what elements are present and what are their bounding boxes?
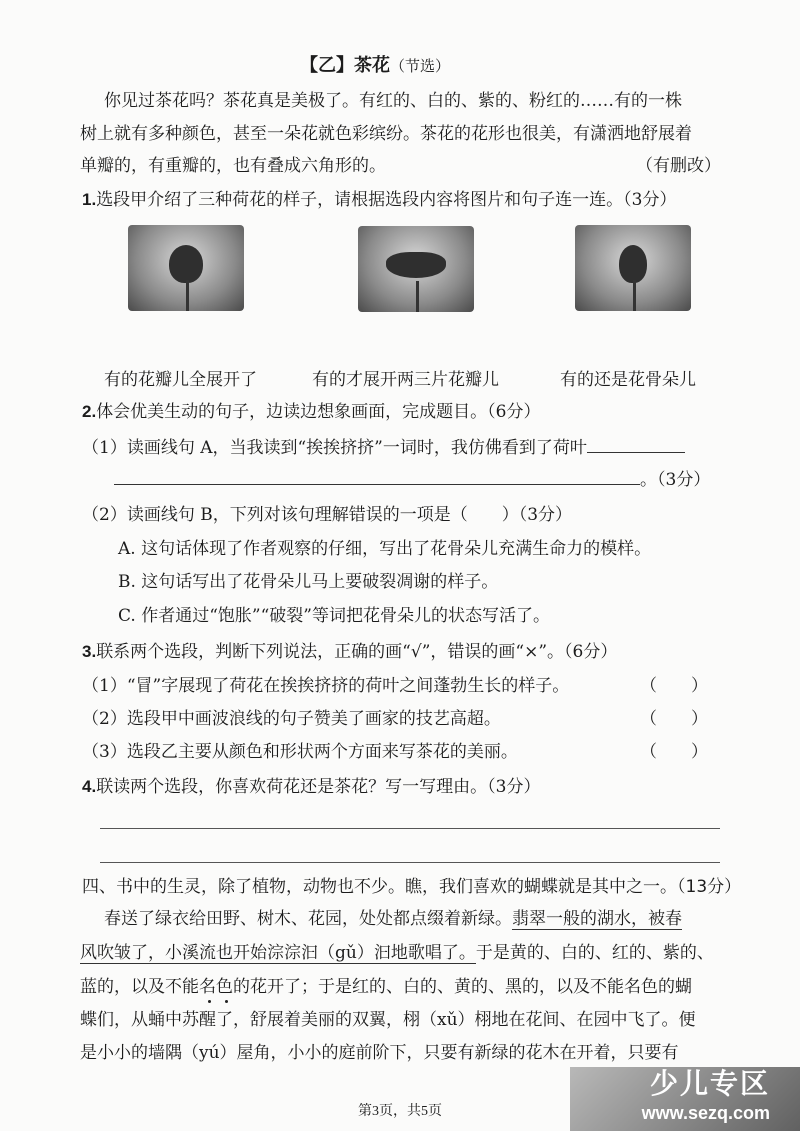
option-b: B. 这句话写出了花骨朵儿马上要破裂凋谢的样子。 xyxy=(118,572,499,592)
answer-line[interactable] xyxy=(100,862,720,863)
option-a: A. 这句话体现了作者观察的仔细，写出了花骨朵儿充满生命力的模样。 xyxy=(118,539,652,559)
passage-line: 单瓣的，有重瓣的，也有叠成六角形的。 xyxy=(80,156,386,176)
points-note: 。（3分） xyxy=(640,470,711,490)
title-bracket: 【乙】 xyxy=(300,55,354,76)
lotus-photo-1 xyxy=(128,225,244,311)
title-note: （节选） xyxy=(390,57,451,75)
passage-title xyxy=(300,55,450,77)
option-c: C. 作者通过“饱胀”“破裂”等词把花骨朵儿的状态写活了。 xyxy=(118,606,550,626)
caption-2: 有的才展开两三片花瓣儿 xyxy=(312,370,499,390)
underlined-sentence: 风吹皱了，小溪流也开始淙淙汩（gǔ）汩地歌唱了。 xyxy=(80,943,476,963)
section-4-line-1 xyxy=(104,908,682,930)
section-4-heading: 四、书中的生灵，除了植物，动物也不少。瞧，我们喜欢的蝴蝶就是其中之一。（13分） xyxy=(82,877,742,897)
q3-answer-paren[interactable]: （ ） xyxy=(640,676,708,696)
question-number: 3. xyxy=(82,642,97,661)
section-4-line-4: 蝶们，从蛹中苏醒了，舒展着美丽的双翼，栩（xǔ）栩地在花间、在园中飞了。便 xyxy=(80,1010,696,1030)
q2-sub1 xyxy=(82,437,685,459)
question-number: 4. xyxy=(82,777,97,796)
question-2 xyxy=(82,401,541,423)
text: 于是黄的、白的、红的、紫的、 xyxy=(475,943,714,963)
question-text: 选段甲介绍了三种荷花的样子，请根据选段内容将图片和句子连一连。（3分） xyxy=(96,190,677,210)
flower-shape xyxy=(386,252,446,278)
caption-1: 有的花瓣儿全展开了 xyxy=(104,370,257,390)
question-number: 1. xyxy=(82,190,97,209)
question-number: 2. xyxy=(82,402,97,421)
q2-sub1-line2 xyxy=(114,469,710,491)
stem xyxy=(633,280,636,311)
answer-blank[interactable] xyxy=(114,484,640,485)
q3-answer-paren[interactable]: （ ） xyxy=(640,709,708,729)
caption-3: 有的还是花骨朵儿 xyxy=(560,370,696,390)
section-4-line-2 xyxy=(80,942,714,964)
sub-question-text: （1）读画线句 A，当我读到“挨挨挤挤”一词时，我仿佛看到了荷叶 xyxy=(82,438,587,458)
q3-item-2: （2）选段甲中画波浪线的句子赞美了画家的技艺高超。 xyxy=(82,709,501,729)
lotus-photo-3 xyxy=(575,225,691,311)
dotted-char: 名 xyxy=(199,977,216,997)
text: 的花开了；于是红的、白的、黄的、黑的，以及不能名色的蝴 xyxy=(233,977,692,997)
answer-blank[interactable] xyxy=(587,452,685,453)
section-4-line-5: 是小小的墙隅（yú）屋角，小小的庭前阶下，只要有新绿的花木在开着，只要有 xyxy=(80,1043,679,1063)
underlined-sentence: 翡翠一般的湖水，被春 xyxy=(512,909,682,929)
stem xyxy=(416,281,419,312)
source-note: （有删改） xyxy=(636,156,721,176)
q2-sub2: （2）读画线句 B，下列对该句理解错误的一项是（ ）（3分） xyxy=(82,505,573,525)
q3-item-1: （1）“冒”字展现了荷花在挨挨挤挤的荷叶之间蓬勃生长的样子。 xyxy=(82,676,570,696)
flower-shape xyxy=(619,245,647,283)
answer-line[interactable] xyxy=(100,828,720,829)
q3-answer-paren[interactable]: （ ） xyxy=(640,742,708,762)
watermark-logo: 少儿专区 xyxy=(649,1067,770,1100)
lotus-photo-2 xyxy=(358,226,474,312)
flower-shape xyxy=(169,245,203,283)
title-text: 茶花 xyxy=(354,55,390,76)
question-text: 体会优美生动的句子，边读边想象画面，完成题目。（6分） xyxy=(96,402,541,422)
dotted-char: 色 xyxy=(216,977,233,997)
text: 春送了绿衣给田野、树木、花园，处处都点缀着新绿。 xyxy=(104,909,512,929)
question-text: 联读两个选段，你喜欢荷花还是茶花？写一写理由。（3分） xyxy=(96,777,541,797)
text: 蓝的，以及不能 xyxy=(80,977,199,997)
question-1 xyxy=(82,189,677,211)
question-3 xyxy=(82,641,617,663)
watermark-url: www.sezq.com xyxy=(641,1103,770,1123)
passage-line: 树上就有多种颜色，甚至一朵花就色彩缤纷。茶花的花形也很美，有潇洒地舒展着 xyxy=(80,124,692,144)
section-4-line-3 xyxy=(80,976,692,998)
passage-line: 你见过茶花吗？茶花真是美极了。有红的、白的、紫的、粉红的……有的一株 xyxy=(104,91,682,111)
stem xyxy=(186,280,189,311)
question-text: 联系两个选段，判断下列说法，正确的画“√”，错误的画“×”。（6分） xyxy=(96,642,618,662)
question-4 xyxy=(82,776,541,798)
page-number: 第3页，共5页 xyxy=(358,1104,442,1119)
q3-item-3: （3）选段乙主要从颜色和形状两个方面来写茶花的美丽。 xyxy=(82,742,518,762)
